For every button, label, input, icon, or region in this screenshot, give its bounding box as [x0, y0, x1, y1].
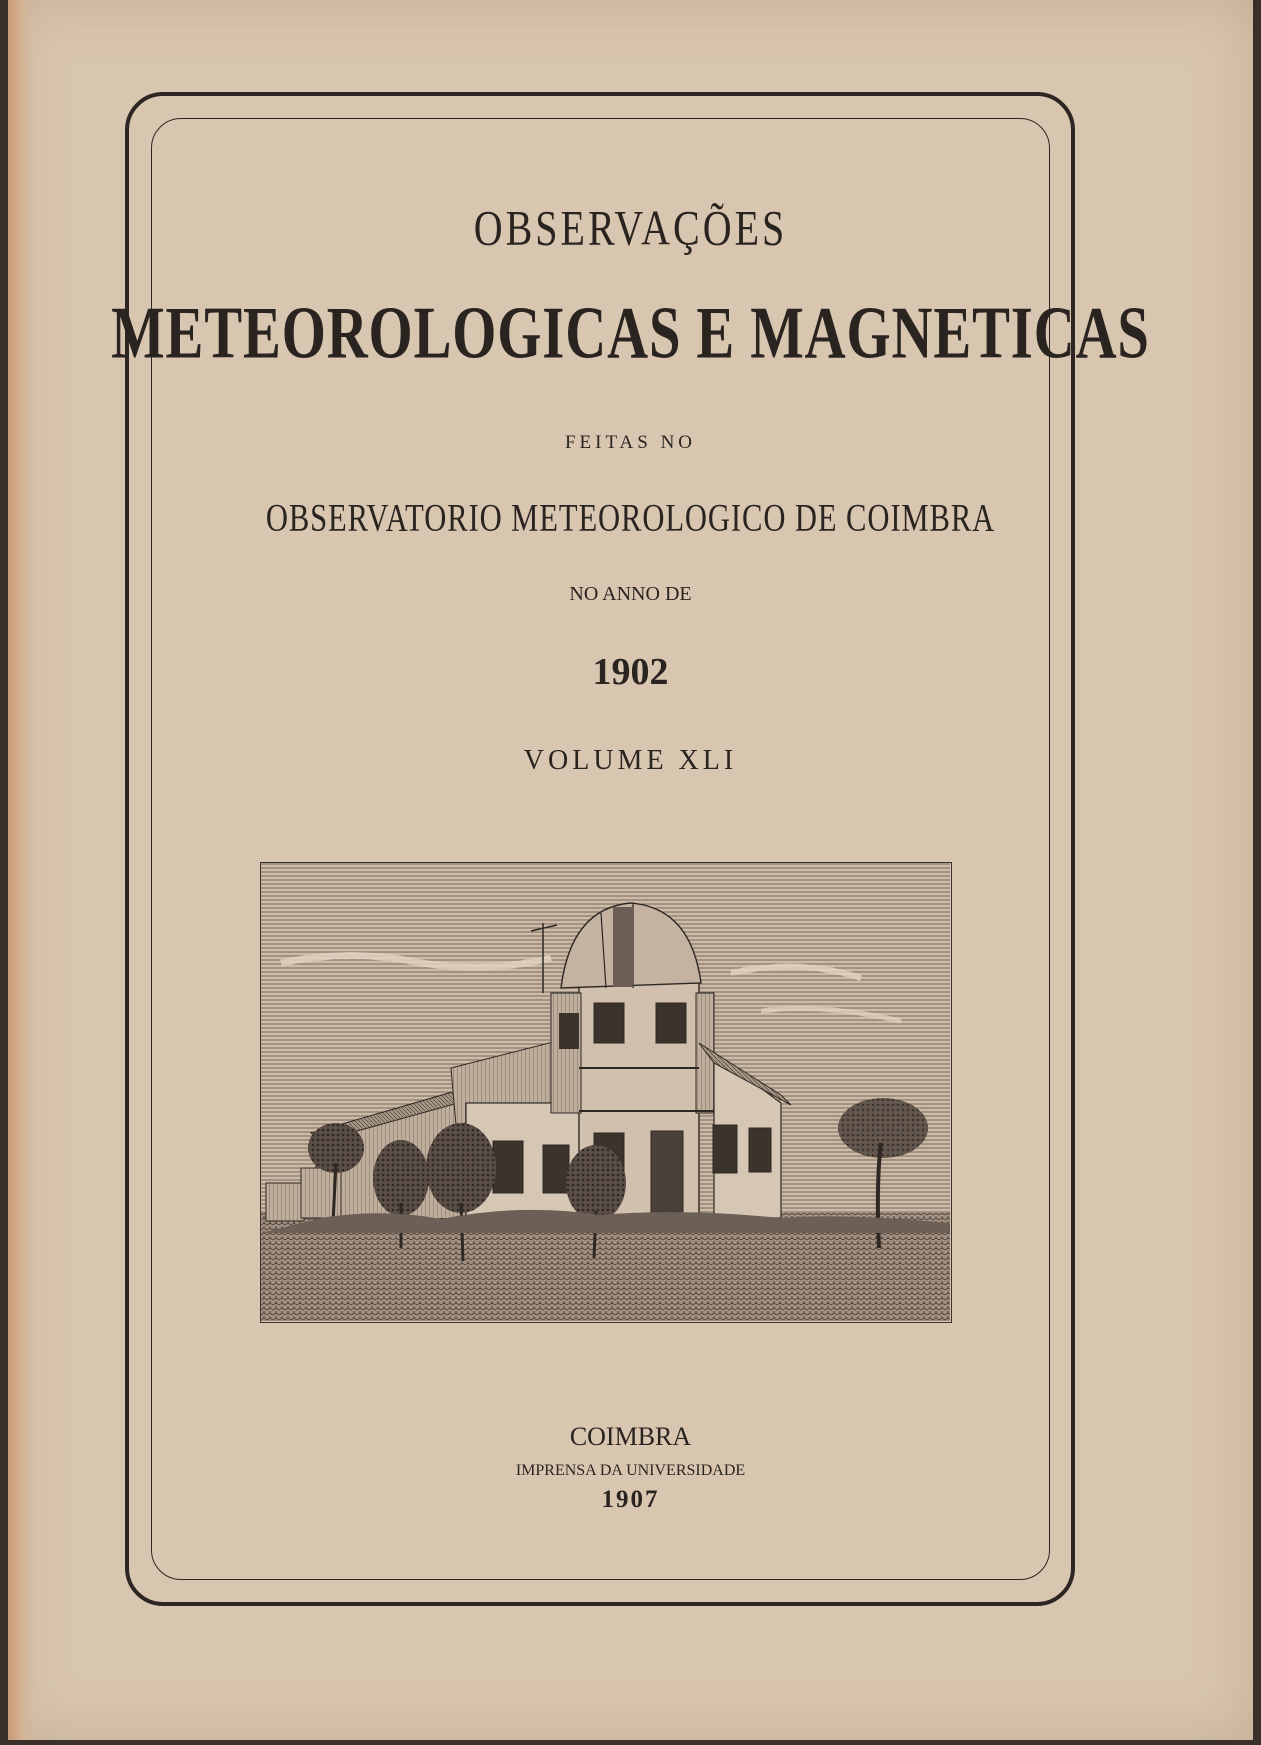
year-prefix: NO ANNO DE	[569, 583, 692, 605]
title-line-1: OBSERVAÇÕES	[473, 199, 788, 256]
observatory-name: OBSERVATORIO METEOROLOGICO DE COIMBRA	[265, 497, 996, 540]
observatory-illustration	[260, 862, 952, 1323]
made-at-text: FEITAS NO	[564, 432, 697, 453]
year: 1902	[592, 651, 669, 693]
observatory-building-icon	[261, 863, 950, 1321]
cover-page	[8, 0, 1253, 1740]
publisher-city: COIMBRA	[569, 1422, 692, 1451]
publication-year: 1907	[601, 1486, 660, 1513]
volume-label: VOLUME XLI	[523, 745, 738, 776]
publisher-name: IMPRENSA DA UNIVERSIDADE	[515, 1462, 746, 1479]
title-line-2: METEOROLOGICAS E MAGNETICAS	[111, 292, 1150, 375]
